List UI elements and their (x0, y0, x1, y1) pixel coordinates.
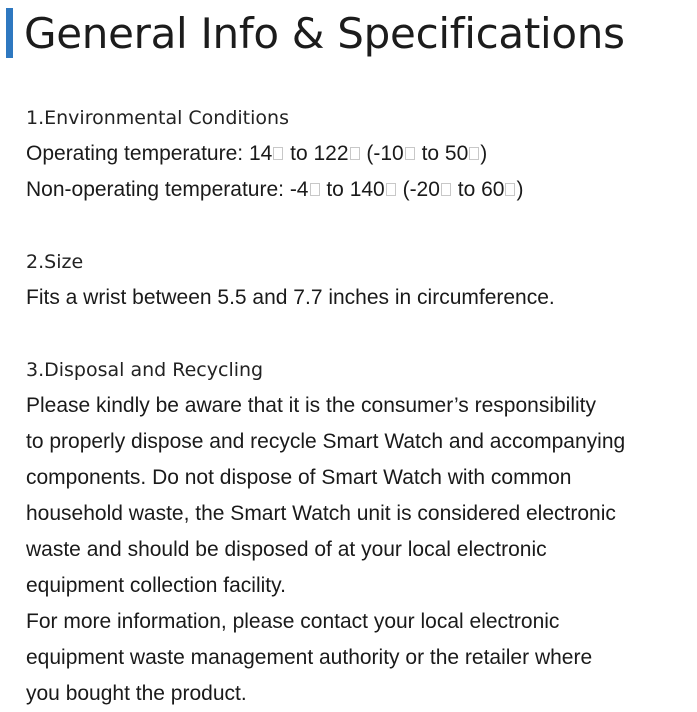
to-word: to (415, 142, 445, 165)
operating-f-low: 14 (248, 142, 273, 165)
non-operating-temperature-label: Non-operating temperature: (26, 178, 290, 201)
section-size (26, 244, 691, 316)
operating-temperature-label: Operating temperature: (26, 142, 249, 165)
close-paren: ) (516, 178, 524, 201)
disposal-line: equipment waste management authority or the retailer where (26, 646, 593, 669)
disposal-line: you bought the product. (26, 682, 247, 705)
degree-symbol-placeholder-icon (405, 147, 415, 160)
degree-symbol-placeholder-icon (350, 147, 360, 160)
to-word: to (320, 178, 350, 201)
degree-symbol-placeholder-icon (441, 183, 451, 196)
non-operating-temperature-line (26, 172, 691, 208)
degree-symbol-placeholder-icon (386, 183, 396, 196)
disposal-line: household waste, the Smart Watch unit is considered electronic (26, 502, 616, 525)
title-accent-bar (6, 8, 13, 58)
page-title: General Info & Specifications (24, 9, 625, 58)
section-heading-disposal: 3.Disposal and Recycling (26, 359, 264, 381)
disposal-line: to properly dispose and recycle Smart Watch and accompanying (26, 430, 626, 453)
disposal-line: equipment collection facility. (26, 574, 286, 597)
non-operating-f-high: 140 (349, 178, 385, 201)
non-operating-c-high: 60 (481, 178, 505, 201)
disposal-line: Please kindly be aware that it is the consumer’s responsibility (26, 394, 597, 417)
degree-symbol-placeholder-icon (505, 183, 515, 196)
disposal-line: components. Do not dispose of Smart Watch with common (26, 466, 572, 489)
degree-symbol-placeholder-icon (273, 147, 283, 160)
close-paren: ) (480, 142, 488, 165)
disposal-line: waste and should be disposed of at your local electronic (26, 538, 547, 561)
degree-symbol-placeholder-icon (310, 183, 320, 196)
non-operating-f-low: -4 (289, 178, 309, 201)
operating-c-low: -10 (373, 142, 404, 165)
to-word: to (284, 142, 314, 165)
to-word: to (451, 178, 482, 201)
disposal-line: For more information, please contact your local electronic (26, 610, 560, 633)
section-heading-size: 2.Size (26, 251, 84, 273)
open-paren: ( (396, 178, 410, 201)
operating-temperature-line (26, 136, 691, 172)
section-disposal-recycling (26, 352, 691, 712)
size-text: Fits a wrist between 5.5 and 7.7 inches in circumference. (26, 286, 555, 309)
section-environmental-conditions (26, 100, 691, 208)
operating-f-high: 122 (313, 142, 349, 165)
degree-symbol-placeholder-icon (469, 147, 479, 160)
operating-c-high: 50 (444, 142, 469, 165)
non-operating-c-low: -20 (409, 178, 440, 201)
open-paren: ( (360, 142, 374, 165)
section-heading-environmental: 1.Environmental Conditions (26, 107, 289, 129)
